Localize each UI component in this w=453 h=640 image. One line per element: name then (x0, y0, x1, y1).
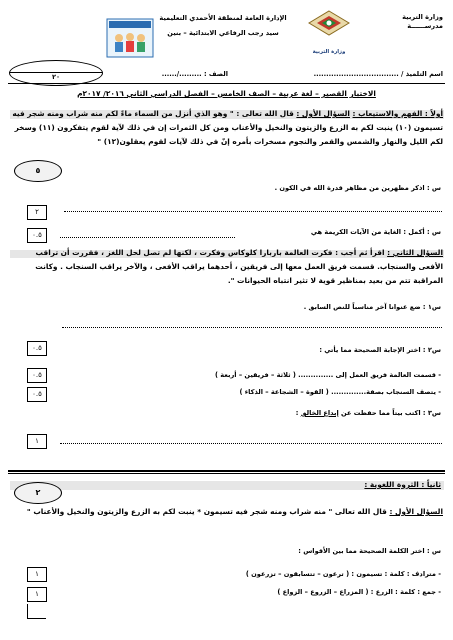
section1-q1-title: السؤال الأول : (296, 109, 350, 118)
mark-box-c: ٠.٥ (27, 341, 47, 356)
section-divider-2 (8, 473, 445, 474)
question-e-prefix: س٣ : اكتب بيتاً مما حفظت عن (341, 409, 441, 417)
section1-question-b: س : أكمل : الغاية من الآيات الكريمة هي (310, 228, 441, 236)
answer-line-c (62, 327, 442, 328)
mark-box-d1: ٠.٥ (27, 368, 47, 383)
section2-heading: ثانياً : الثروة اللغوية : (364, 480, 441, 489)
section2-mark-oval: ٢ (14, 482, 62, 504)
page-title: الاختبار القصير – لغة عربية – الصف الخامس – الفصل الدراسي الثاني ٢٠١٦/ ٢٠١٧م (77, 89, 376, 98)
answer-line-b (60, 237, 235, 238)
mark-box-b: ٠.٥ (27, 228, 47, 243)
answer-line-e (60, 443, 442, 444)
ministry-logo-text: وزارة التربية (312, 49, 346, 55)
header-right (363, 13, 443, 31)
school-logo (106, 18, 154, 58)
section2-q1 (23, 505, 443, 519)
question-e-suffix: : (295, 409, 299, 417)
section2-q1-text: قال الله تعالى " منه شراب ومنه شجر فيه تسيمون * ينبت لكم به الزرع والزيتون والنخيل والأعناب " (26, 507, 387, 516)
score-total: ٢٠ (51, 73, 61, 81)
mark-box-d2: ٠.٥ (27, 387, 47, 402)
mark-box-a: ٢ (27, 205, 47, 220)
section2-question-a1: - مترادف : كلمة : تسيمون : ( ترعون – تتسابقون – تزرعون ) (245, 570, 441, 578)
ministry-label: وزارة التربية (402, 13, 443, 21)
section1-q2-passage (10, 246, 443, 288)
section1-question-e (191, 409, 441, 418)
section-divider (8, 470, 445, 472)
section1-mark-oval: ٥ (14, 160, 62, 182)
section1-question-d2: - يتصف السنجاب بصفة.............. ( القوة – الشجاعة – الذكاء ) (239, 388, 441, 396)
section1-question-d: س٢ : اختر الإجابة الصحيحة مما يأتي : (319, 346, 441, 354)
section1-q2-passage-text: فكرت العالمة باربارا كلوكاس وفكرت ، لكنها لم تصل لحل اللغز ، فقررت أن تراقب الأفعى والسنجاب. قسمت فريق العمل معها إلى فريقين ، أحدهما يراقب الأفعى ، والآخر يراقب السنجاب . وكانت المراقبة تتم من بعيد بمناظير قوية لا تثير انتباه الحيوانات ". (35, 248, 443, 285)
school-label: مدرســــــة (407, 22, 443, 30)
mark-box-s2a2: ١ (27, 587, 47, 602)
section1-heading: أولاً : الفهم والاستيعاب : (352, 109, 443, 118)
ministry-logo (305, 9, 353, 53)
header-separator (8, 83, 445, 84)
section1-question-a: س : اذكر مظهرين من مظاهر قدرة الله في الكون . (274, 184, 441, 192)
section1-q2-title: السؤال الثاني : (387, 248, 443, 257)
school-name: سيد رجب الرفاعي الابتدائية – بنين (167, 29, 279, 37)
section1-passage-text: قال الله تعالى : " وهو الذي أنزل من السماء ماءً لكم منه شراب ومنه شجر فيه تسيمون (١٠) ينبت لكم به الزرع والزيتون والنخيل والأعناب ومن كل الثمرات إن في ذلك لآية لقوم يتفكرون (١١) وسخر لكم الليل والنهار والشمس والقمر والنجوم مسخرات بأمره إنّ في ذلك لآيات لقوم يعقلون(١٢) " (12, 109, 443, 146)
section1-question-d1: - قسمت العالمة فريق العمل إلى .............. ( ثلاثة – فريقين – أربعة ) (214, 371, 441, 379)
section1-question-c: س١ : ضع عنوانا آخر مناسباً للنص السابق . (303, 303, 441, 311)
directorate-label: الإدارة العامة لمنطقة الأحمدي التعليمية (159, 14, 287, 22)
section2-q1-title: السؤال الأول : (389, 507, 443, 516)
section2-question-a: س : اختر الكلمة الصحيحة مما بين الأقواس : (298, 547, 441, 555)
question-e-bold: إبداع الخالق (300, 409, 339, 417)
answer-line-a (64, 211, 442, 212)
student-name-line: اسم التلميذ / .................................. (313, 70, 443, 78)
class-line: الصف : ........./...... (161, 70, 228, 78)
mark-box-s2a1: ١ (27, 567, 47, 582)
section1-passage (10, 107, 443, 149)
section2-question-a2: - جمع : كلمة : الزرع : ( المزراع – الزروع – الزواع ) (277, 588, 441, 596)
mark-box-e: ١ (27, 434, 47, 449)
section1-q2-intro: اقرأ ثم أجب : (335, 248, 385, 257)
page-corner-mark (27, 604, 46, 619)
header-center (153, 14, 293, 38)
